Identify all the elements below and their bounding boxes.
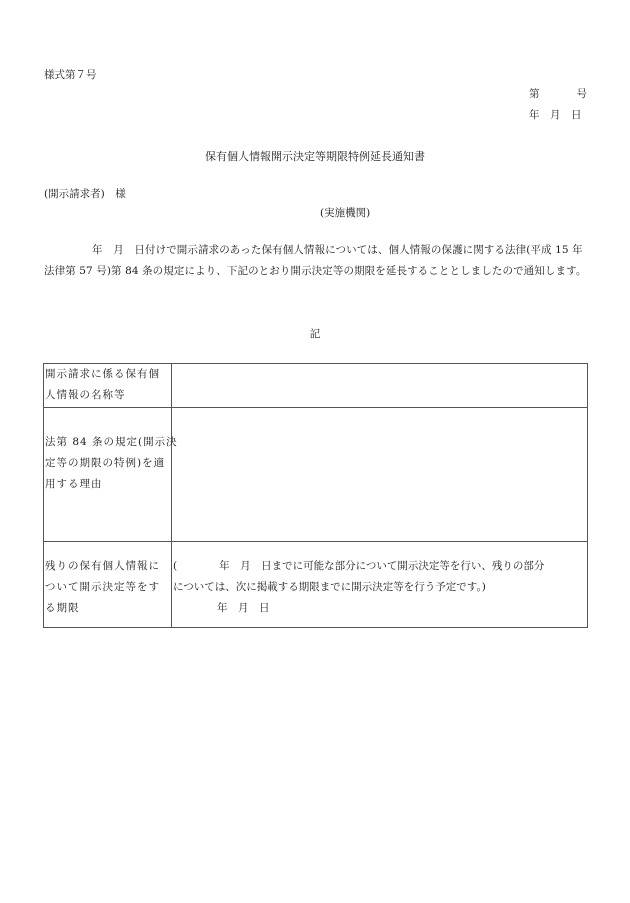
issuer-line: (実施機関) [320, 207, 371, 219]
row-value-reason [172, 408, 588, 542]
notice-table [43, 363, 588, 628]
table-row [44, 408, 588, 542]
label-line: 用する理由 [45, 478, 103, 490]
row-value-deadline [172, 542, 588, 628]
value-line: ( 年 月 日までに可能な部分について開示決定等を行い、残りの部分 [173, 560, 545, 572]
document-number-prefix: 第 [529, 88, 540, 100]
recipient-line: (開示請求者) 様 [44, 188, 126, 200]
document-title: 保有個人情報開示決定等期限特例延長通知書 [205, 150, 425, 163]
table-row [44, 364, 588, 408]
document-number-suffix: 号 [576, 88, 587, 100]
label-line: ついて開示決定等をす [45, 581, 160, 593]
label-line: 開示請求に係る保有個 [45, 368, 160, 380]
label-line: 人情報の名称等 [45, 389, 126, 401]
deadline-date: 年 月 日 [217, 602, 270, 614]
notice-body-paragraph: 年 月 日付けで開示請求のあった保有個人情報については、個人情報の保護に関する法律(平成 15 年法律第 57 号)第 84 条の規定により、下記のとおり開示決定等の期限を延長することとしましたので通知します。 [44, 244, 587, 277]
ki-heading: 記 [309, 328, 321, 340]
row-value-personal-info-name [172, 364, 588, 408]
table-row [44, 542, 588, 628]
row-label-personal-info-name [44, 364, 172, 408]
label-line: 法第 84 条の規定(開示決 [45, 436, 178, 448]
row-label-deadline [44, 542, 172, 628]
label-line: 定等の期限の特例)を適 [45, 457, 166, 469]
label-line: 残りの保有個人情報に [45, 560, 160, 572]
row-label-reason [44, 408, 178, 542]
issue-date: 年 月 日 [529, 109, 582, 121]
form-number: 様式第７号 [44, 69, 97, 81]
value-line: については、次に掲載する期限までに開示決定等を行う予定です。) [173, 581, 486, 593]
label-line: る期限 [45, 602, 80, 614]
